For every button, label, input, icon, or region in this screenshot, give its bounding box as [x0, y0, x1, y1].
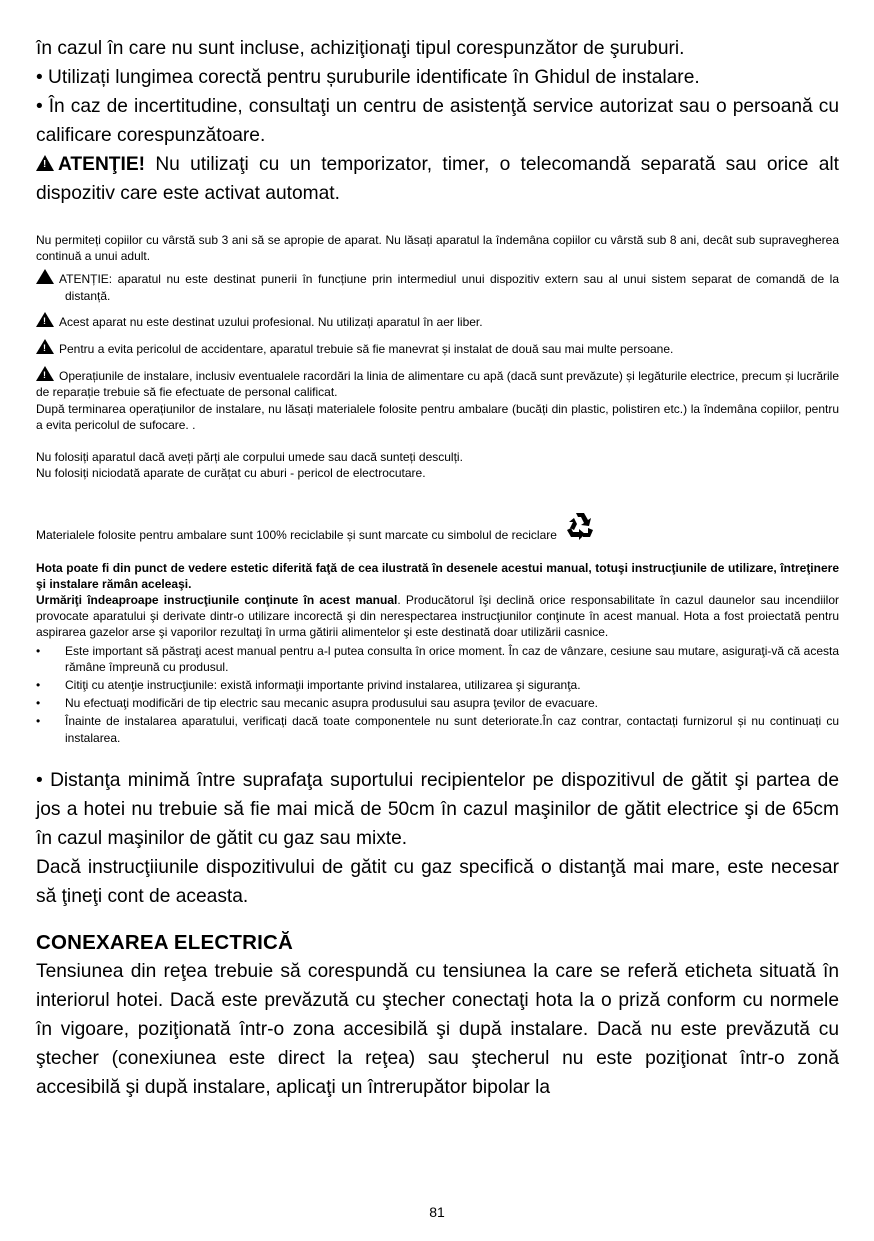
- list-item: [36, 713, 839, 745]
- bullet-mark: •: [36, 714, 41, 729]
- children-warning: Nu permiteți copiilor cu vârstă sub 3 ani să se apropie de aparat. Nu lăsați aparatul la îndemâna copiilor cu vârstă sub 8 ani, decât sub supravegherea continuă a unui adult.: [36, 233, 839, 264]
- packaging-warning: După terminarea operațiunilor de instalare, nu lăsați materialele folosite pentru ambalare (bucăți din plastic, polistiren etc.) la îndemâna copiilor, pentru a evita pericolul de sufocare. .: [36, 401, 839, 432]
- screws-paragraph: [36, 34, 839, 92]
- bullet-mark: •: [36, 696, 41, 711]
- remote-control-text: ATENȚIE: aparatul nu este destinat punerii în funcțiune prin intermediul unui dispozitiv extern sau al unui sistem separat de comandă de la distanță.: [59, 272, 839, 303]
- minimum-distance-paragraph: • Distanţa minimă între suprafaţa suportului recipientelor pe dispozitivul de gătit şi partea de jos a hotei nu trebuie să fie mai mică de 50cm în cazul maşinilor de gătit electrice şi de 65cm în cazul maşinilor de gătit cu gaz sau mixte.: [36, 769, 839, 849]
- page-number: 81: [429, 1204, 445, 1220]
- recycle-icon: [564, 511, 596, 541]
- attention-timer-paragraph: [36, 150, 839, 208]
- list-item: [36, 677, 839, 693]
- list-item: [36, 643, 839, 675]
- hood-aesthetic-text: Hota poate fi din punct de vedere estetic diferită faţă de cea ilustrată în desenele acestui manual, totuşi instrucţiunile de utilizare, întreţinere şi instalare rămân aceleaşi.: [36, 560, 839, 591]
- bullet-text: Este important să păstraţi acest manual pentru a-l putea consulta în orice moment. În caz de vânzare, cesiune sau mutare, asiguraţi-vă că acesta rămâne împreună cu produsul.: [65, 643, 839, 674]
- follow-instructions-text: . Producătorul îşi declină orice responsabilitate în cazul daunelor sau incendiilor provocate aparatului şi derivate dintr-o utilizare incorectă şi din nerespectarea instrucţiunilor conţinute în acest manual. Hota a fost proiectată pentru aspirarea gazelor arse şi vaporilor rezultaţi în urma gătirii alimentelor şi este destinată doar utilizării casnice.: [36, 593, 839, 640]
- attention-label: ATENŢIE!: [58, 154, 146, 175]
- recycling-text: Materialele folosite pentru ambalare sunt 100% reciclabile și sunt marcate cu simbolul de reciclare: [36, 528, 557, 543]
- warning-icon: [36, 366, 54, 381]
- warning-icon: [36, 269, 54, 284]
- electrical-heading: CONEXAREA ELECTRICĂ: [36, 930, 294, 954]
- bullet-text: Nu efectuaţi modificări de tip electric sau mecanic asupra produsului sau asupra ţevilor de evacuare.: [65, 696, 598, 711]
- follow-instructions-bold: Urmăriţi îndeaproape instrucţiunile conţinute în acest manual: [36, 593, 398, 608]
- professional-use-text: Acest aparat nu este destinat uzului profesional. Nu utilizați aparatul în aer liber.: [59, 314, 483, 329]
- uncertainty-paragraph: • În caz de incertitudine, consultaţi un centru de asistenţă service autorizat sau o persoană cu calificare corespunzătoare.: [36, 96, 839, 146]
- bullet-mark: •: [36, 678, 41, 693]
- remote-control-warning: [36, 269, 839, 303]
- attention-text: Nu utilizaţi cu un temporizator, timer, o telecomandă separată sau orice alt dispozitiv care este activat automat.: [36, 154, 839, 204]
- warning-icon: [36, 312, 54, 327]
- bullet-mark: •: [36, 643, 41, 658]
- electrical-paragraph: Tensiunea din reţea trebuie să corespundă cu tensiunea la care se referă eticheta situată în interiorul hotei. Dacă este prevăzută cu ştecher conectaţi hota la o priză conform cu normele în vigoare, poziţionată într-o zona accesibilă şi după instalare. Dacă nu este prevăzută cu ştecher (conexiunea este direct la reţea) sau ştecherul nu este poziţionat într-o zonă accesibilă şi după instalare, aplicaţi un întrerupător bipolar la: [36, 960, 839, 1098]
- wet-body-warning: Nu folosiți aparatul dacă aveți părți ale corpului umede sau dacă sunteți desculți.: [36, 450, 463, 465]
- handling-text: Pentru a evita pericolul de accidentare, aparatul trebuie să fie manevrat și instalat de două sau mai multe persoane.: [59, 342, 674, 357]
- qualified-personnel-warning: [36, 366, 839, 400]
- follow-instructions-paragraph: [36, 592, 839, 641]
- screws-line: în cazul în care nu sunt incluse, achiziţionaţi tipul corespunzător de şuruburi.: [36, 38, 685, 59]
- qualified-personnel-text: Operațiunile de instalare, inclusiv eventualele racordări la linia de alimentare cu apă (dacă sunt prevăzute) și legăturile electrice, precum și lucrările de reparație trebuie să fie efectuate de personal calificat.: [36, 369, 839, 400]
- warning-icon: [36, 155, 54, 171]
- bullet-text: Înainte de instalarea aparatului, verificați dacă toate componentele nu sunt deteriorate.În caz contrar, contactați furnizorul și nu continuați cu instalarea.: [65, 714, 839, 745]
- gas-distance-paragraph: Dacă instrucţiiunile dispozitivului de gătit cu gaz specifică o distanţă mai mare, este necesar să ţineţi cont de aceasta.: [36, 856, 839, 907]
- bullet-text: Citiţi cu atenţie instrucţiunile: există informaţii importante privind instalarea, utilizarea şi siguranţa.: [65, 678, 581, 693]
- screw-length-line: • Utilizați lungimea corectă pentru șuruburile identificate în Ghidul de instalare.: [36, 67, 700, 88]
- handling-warning: [36, 339, 839, 357]
- professional-use-warning: [36, 312, 839, 330]
- recycling-note: [36, 511, 839, 543]
- warning-icon: [36, 339, 54, 354]
- hood-aesthetic-note: [36, 560, 839, 592]
- list-item: [36, 695, 839, 711]
- document-page: [36, 0, 839, 1102]
- steam-cleaner-warning: Nu folosiți niciodată aparate de curățat cu aburi - pericol de electrocutare.: [36, 466, 426, 481]
